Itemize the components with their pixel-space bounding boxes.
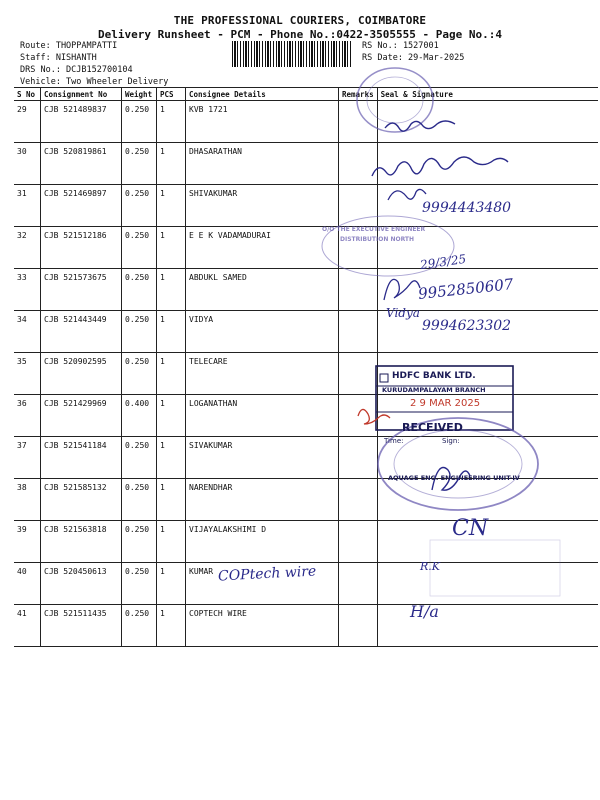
- table-row: [14, 143, 598, 185]
- row-consignment-no: CJB 521541184: [41, 437, 122, 479]
- handwritten-phone-3: 9994623302: [422, 318, 512, 334]
- rs-number: RS No.: 1527001: [362, 41, 439, 51]
- received-label: RECEIVED: [402, 421, 463, 434]
- row-sno: 38: [14, 479, 41, 521]
- row-consignee: NARENDHAR: [186, 479, 339, 521]
- row-sno: 32: [14, 227, 41, 269]
- row-remarks: [339, 563, 378, 605]
- row-remarks: [339, 395, 378, 437]
- row-consignment-no: CJB 521585132: [41, 479, 122, 521]
- row-weight: 0.250: [122, 521, 157, 563]
- row-consignee: KUMAR: [186, 563, 339, 605]
- handwritten-vidya: Vidya: [386, 306, 420, 320]
- exec-stamp-line1: O/O THE EXECUTIVE ENGINEER: [322, 226, 426, 233]
- row-weight: 0.250: [122, 101, 157, 143]
- vehicle-label: Vehicle: Two Wheeler Delivery: [20, 77, 169, 87]
- row-remarks: [339, 185, 378, 227]
- row-sno: 41: [14, 605, 41, 647]
- row-pcs: 1: [157, 395, 186, 437]
- row-sno: 29: [14, 101, 41, 143]
- row-weight: 0.250: [122, 353, 157, 395]
- row-pcs: 1: [157, 101, 186, 143]
- row-pcs: 1: [157, 479, 186, 521]
- row-remarks: [339, 353, 378, 395]
- table-row: [14, 395, 598, 437]
- row-remarks: [339, 521, 378, 563]
- drs-label: DRS No.: DCJB152700104: [20, 65, 133, 75]
- staff-label: Staff: NISHANTH: [20, 53, 97, 63]
- row-consignment-no: CJB 521512186: [41, 227, 122, 269]
- row-consignee: ABDUKL SAMED: [186, 269, 339, 311]
- runsheet-title: THE PROFESSIONAL COURIERS, COIMBATORE: [173, 14, 427, 27]
- row-weight: 0.250: [122, 269, 157, 311]
- rs-date: RS Date: 29-Mar-2025: [362, 53, 465, 63]
- runsheet-subtitle: Delivery Runsheet - PCM - Phone No.:0422-3505555 - Page No.:4: [98, 28, 502, 41]
- hdfc-branch: KURUDAMPALAYAM BRANCH: [382, 386, 486, 394]
- row-seal: [377, 101, 598, 143]
- row-pcs: 1: [157, 437, 186, 479]
- row-weight: 0.250: [122, 311, 157, 353]
- col-weight: Weight: [122, 88, 157, 101]
- row-remarks: [339, 269, 378, 311]
- row-pcs: 1: [157, 311, 186, 353]
- handwritten-cn: CN: [452, 516, 489, 541]
- row-consignee: VIJAYALAKSHIMI D: [186, 521, 339, 563]
- table-row: [14, 437, 598, 479]
- row-sno: 37: [14, 437, 41, 479]
- col-consignee: Consignee Details: [186, 88, 339, 101]
- row-consignee: VIDYA: [186, 311, 339, 353]
- time-label: Time:: [384, 437, 404, 445]
- handwritten-date: 29/3/25: [419, 251, 468, 273]
- row-pcs: 1: [157, 227, 186, 269]
- row-consignment-no: CJB 520902595: [41, 353, 122, 395]
- hdfc-bank-name: HDFC BANK LTD.: [392, 371, 476, 381]
- row-consignment-no: CJB 520450613: [41, 563, 122, 605]
- row-consignee: COPTECH WIRE: [186, 605, 339, 647]
- row-consignee: SHIVAKUMAR: [186, 185, 339, 227]
- row-sno: 30: [14, 143, 41, 185]
- hdfc-date: 2 9 MAR 2025: [410, 398, 481, 409]
- handwritten-coptech: COPtech wire: [217, 563, 317, 585]
- row-weight: 0.400: [122, 395, 157, 437]
- col-pcs: PCS: [157, 88, 186, 101]
- row-consignee: LOGANATHAN: [186, 395, 339, 437]
- row-sno: 35: [14, 353, 41, 395]
- row-sno: 36: [14, 395, 41, 437]
- route-label: Route: THOPPAMPATTI: [20, 41, 118, 51]
- row-remarks: [339, 101, 378, 143]
- handwritten-phone-2: 9952850607: [417, 275, 515, 303]
- row-remarks: [339, 479, 378, 521]
- table-row: [14, 479, 598, 521]
- table-header-row: [14, 88, 598, 101]
- sign-label: Sign:: [442, 437, 460, 445]
- row-seal: [377, 437, 598, 479]
- row-weight: 0.250: [122, 479, 157, 521]
- row-weight: 0.250: [122, 437, 157, 479]
- col-sno: S No: [14, 88, 41, 101]
- row-consignment-no: CJB 521443449: [41, 311, 122, 353]
- row-pcs: 1: [157, 563, 186, 605]
- row-pcs: 1: [157, 143, 186, 185]
- row-remarks: [339, 437, 378, 479]
- row-pcs: 1: [157, 353, 186, 395]
- col-remarks: Remarks: [339, 88, 378, 101]
- row-consignee: SIVAKUMAR: [186, 437, 339, 479]
- handwritten-phone-1: 9994443480: [422, 200, 512, 216]
- meta-left: [20, 40, 168, 88]
- meta-right: [362, 40, 464, 64]
- table-row: [14, 227, 598, 269]
- barcode-image: [232, 41, 352, 67]
- row-consignee: DHASARATHAN: [186, 143, 339, 185]
- row-consignment-no: CJB 521511435: [41, 605, 122, 647]
- col-seal-signature: Seal & Signature: [377, 88, 598, 101]
- row-sno: 34: [14, 311, 41, 353]
- row-sno: 40: [14, 563, 41, 605]
- row-consignment-no: CJB 521429969: [41, 395, 122, 437]
- row-consignment-no: CJB 521469897: [41, 185, 122, 227]
- table-row: [14, 605, 598, 647]
- row-pcs: 1: [157, 269, 186, 311]
- row-remarks: [339, 143, 378, 185]
- handwritten-mark-40: R.K: [420, 560, 440, 573]
- handwritten-mark-41: H/a: [410, 602, 439, 621]
- row-sno: 39: [14, 521, 41, 563]
- row-pcs: 1: [157, 185, 186, 227]
- table-row: [14, 101, 598, 143]
- row-consignment-no: CJB 520819861: [41, 143, 122, 185]
- exec-stamp-line2: DISTRIBUTION NORTH: [340, 236, 415, 243]
- row-consignment-no: CJB 521563818: [41, 521, 122, 563]
- col-consignment: Consignment No: [41, 88, 122, 101]
- row-consignment-no: CJB 521489837: [41, 101, 122, 143]
- row-weight: 0.250: [122, 185, 157, 227]
- row-weight: 0.250: [122, 563, 157, 605]
- row-consignee: TELECARE: [186, 353, 339, 395]
- row-pcs: 1: [157, 605, 186, 647]
- row-pcs: 1: [157, 521, 186, 563]
- ee-unit-stamp: AQUAGE ENG. ENGINEERING UNIT-IV: [388, 474, 520, 482]
- row-weight: 0.250: [122, 605, 157, 647]
- row-remarks: [339, 605, 378, 647]
- row-seal: [377, 479, 598, 521]
- row-sno: 31: [14, 185, 41, 227]
- table-row: [14, 353, 598, 395]
- row-consignee: E E K VADAMADURAI: [186, 227, 339, 269]
- table-row: [14, 521, 598, 563]
- row-seal: [377, 143, 598, 185]
- row-consignee: KVB 1721: [186, 101, 339, 143]
- row-sno: 33: [14, 269, 41, 311]
- row-weight: 0.250: [122, 227, 157, 269]
- row-consignment-no: CJB 521573675: [41, 269, 122, 311]
- row-weight: 0.250: [122, 143, 157, 185]
- row-remarks: [339, 311, 378, 353]
- row-seal: [377, 563, 598, 605]
